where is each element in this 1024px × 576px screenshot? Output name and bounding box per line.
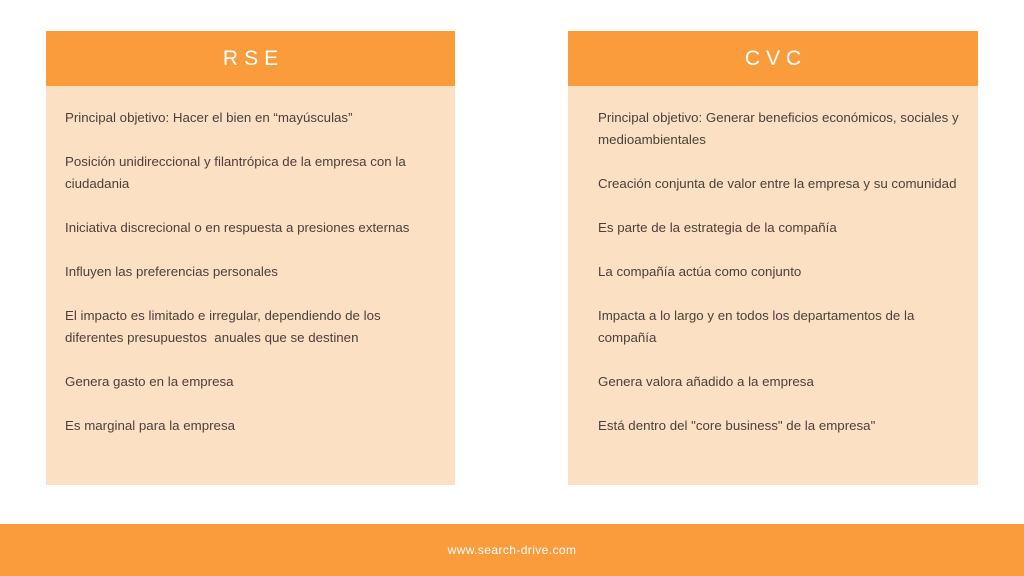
list-item: Genera gasto en la empresa bbox=[65, 374, 234, 389]
card-body-cvc bbox=[568, 86, 978, 437]
list-item: Iniciativa discrecional o en respuesta a presiones externas bbox=[65, 220, 410, 235]
comparison-card-cvc bbox=[568, 31, 978, 485]
list-item: Principal objetivo: Generar beneficios económicos, sociales y medioambientales bbox=[598, 110, 963, 147]
list-item: Es parte de la estrategia de la compañía bbox=[598, 220, 837, 235]
list-item: El impacto es limitado e irregular, dependiendo de los diferentes presupuestos anuales que se destinen bbox=[65, 308, 385, 345]
list-item: Posición unidireccional y filantrópica de la empresa con la ciudadania bbox=[65, 154, 410, 191]
list-item: Es marginal para la empresa bbox=[65, 418, 235, 433]
list-item: Está dentro del "core business" de la empresa" bbox=[598, 418, 876, 433]
comparison-card-rse bbox=[46, 31, 455, 485]
list-item: Genera valora añadido a la empresa bbox=[598, 374, 814, 389]
footer-bar bbox=[0, 524, 1024, 576]
card-list-rse bbox=[65, 107, 435, 437]
card-title-rse: RSE bbox=[222, 47, 285, 70]
card-header-rse bbox=[46, 31, 455, 86]
card-list-cvc bbox=[598, 107, 966, 437]
list-item: Creación conjunta de valor entre la empresa y su comunidad bbox=[598, 176, 957, 191]
list-item: La compañía actúa como conjunto bbox=[598, 264, 802, 279]
card-title-cvc: CVC bbox=[744, 47, 808, 70]
card-header-cvc bbox=[568, 31, 978, 86]
card-body-rse bbox=[46, 86, 455, 437]
list-item: Influyen las preferencias personales bbox=[65, 264, 278, 279]
list-item: Principal objetivo: Hacer el bien en “mayúsculas” bbox=[65, 110, 353, 125]
list-item: Impacta a lo largo y en todos los departamentos de la compañía bbox=[598, 308, 919, 345]
footer-website-url[interactable]: www.search-drive.com bbox=[447, 543, 577, 557]
